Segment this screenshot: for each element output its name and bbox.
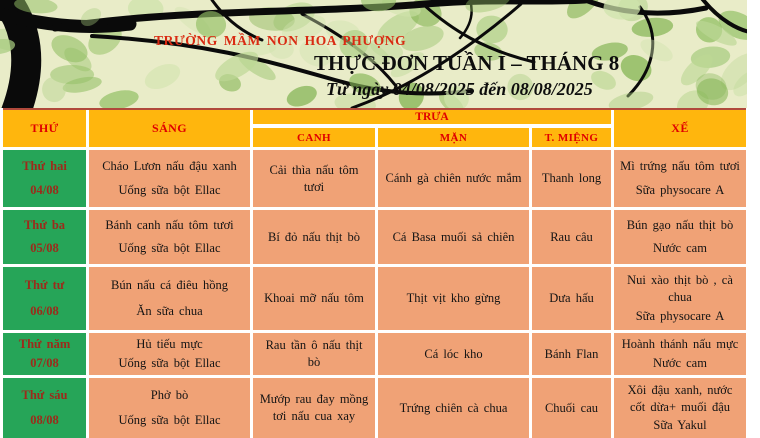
day-cell — [3, 150, 86, 207]
day-name: Thứ năm — [18, 337, 71, 352]
morning-cell — [89, 210, 250, 264]
banner — [0, 0, 747, 108]
afternoon-dish: Bún gạo nấu thịt bò — [626, 218, 734, 233]
menu-table — [3, 108, 746, 438]
afternoon-drink: Nước cam — [653, 240, 707, 255]
soup-cell: Bí đỏ nấu thịt bò — [253, 210, 375, 264]
day-date: 06/08 — [30, 304, 59, 319]
day-cell — [3, 210, 86, 264]
morning-cell — [89, 333, 250, 375]
menu-row — [3, 378, 746, 438]
day-date: 05/08 — [30, 241, 59, 256]
dessert-cell: Thanh long — [532, 150, 611, 207]
table-header — [3, 110, 746, 147]
afternoon-dish: Mì trứng nấu tôm tươi — [620, 159, 740, 174]
header-day: THỨ — [3, 110, 86, 147]
afternoon-dish: Xôi đậu xanh, nước cốt dừa+ muối đậu — [627, 382, 733, 414]
afternoon-dish: Nui xào thịt bò , cà chua — [627, 272, 733, 304]
savory-cell: Thịt vịt kho gừng — [378, 267, 529, 330]
morning-drink: Uống sữa bột Ellac — [118, 355, 221, 370]
school-name: TRƯỜNG MẦM NON HOA PHƯỢNG — [154, 33, 407, 48]
menu-rows — [3, 150, 746, 438]
dessert-cell: Rau câu — [532, 210, 611, 264]
afternoon-cell — [614, 333, 746, 375]
menu-row — [3, 210, 746, 264]
morning-dish: Cháo Lươn nấu đậu xanh — [102, 159, 237, 174]
day-name: Thứ hai — [22, 159, 67, 174]
header-soup: CANH — [253, 128, 375, 147]
morning-drink: Uống sữa bột Ellac — [118, 240, 221, 255]
morning-cell — [89, 267, 250, 330]
menu-row — [3, 150, 746, 207]
morning-dish: Phở bò — [150, 388, 189, 403]
day-date: 07/08 — [30, 356, 59, 371]
morning-dish: Bánh canh nấu tôm tươi — [105, 218, 234, 233]
savory-cell: Cánh gà chiên nước mắm — [378, 150, 529, 207]
afternoon-dish: Hoành thánh nấu mực — [621, 337, 739, 352]
day-name: Thứ sáu — [21, 388, 68, 403]
soup-cell: Mướp rau đay mồng tơi nấu cua xay — [253, 378, 375, 438]
day-name: Thứ tư — [24, 278, 65, 293]
morning-drink: Uống sữa bột Ellac — [118, 182, 221, 197]
afternoon-drink: Sữa physocare A — [635, 182, 725, 197]
day-cell — [3, 378, 86, 438]
soup-cell: Rau tần ô nấu thịt bò — [253, 333, 375, 375]
savory-cell: Trứng chiên cà chua — [378, 378, 529, 438]
afternoon-cell — [614, 210, 746, 264]
leaf — [284, 82, 320, 108]
day-date: 04/08 — [30, 183, 59, 198]
morning-dish: Bún nấu cá điêu hồng — [110, 278, 228, 293]
dessert-cell: Bánh Flan — [532, 333, 611, 375]
soup-cell: Cải thìa nấu tôm tươi — [253, 150, 375, 207]
morning-dish: Hủ tiếu mực — [136, 337, 203, 352]
menu-row — [3, 267, 746, 330]
morning-drink: Uống sữa bột Ellac — [118, 412, 221, 427]
savory-cell: Cá lóc kho — [378, 333, 529, 375]
header-morning: SÁNG — [89, 110, 250, 147]
dessert-cell: Chuối cau — [532, 378, 611, 438]
leaf — [98, 87, 141, 108]
day-cell — [3, 267, 86, 330]
afternoon-drink: Nước cam — [653, 355, 707, 370]
leaf — [141, 59, 184, 94]
morning-drink: Ăn sữa chua — [136, 303, 203, 318]
dessert-cell: Dưa hấu — [532, 267, 611, 330]
soup-cell: Khoai mỡ nấu tôm — [253, 267, 375, 330]
afternoon-drink: Sữa Yakul — [653, 418, 707, 433]
morning-cell — [89, 378, 250, 438]
savory-cell: Cá Basa muối sả chiên — [378, 210, 529, 264]
header-afternoon: XẾ — [614, 110, 746, 147]
day-cell — [3, 333, 86, 375]
afternoon-drink: Sữa physocare A — [635, 309, 725, 324]
afternoon-cell — [614, 150, 746, 207]
morning-cell — [89, 150, 250, 207]
header-savory: MẶN — [378, 128, 529, 147]
day-name: Thứ ba — [23, 218, 66, 233]
header-lunch: TRƯA — [253, 110, 611, 124]
menu-title: THỰC ĐƠN TUẦN I – THÁNG 8 — [314, 51, 620, 75]
menu-date-range: Từ ngày 04/08/2025 đến 08/08/2025 — [326, 79, 593, 99]
header-dessert: T. MIỆNG — [532, 128, 611, 147]
menu-row — [3, 333, 746, 375]
header-lunch-subrow — [253, 128, 611, 147]
afternoon-cell — [614, 378, 746, 438]
day-date: 08/08 — [30, 413, 59, 428]
afternoon-cell — [614, 267, 746, 330]
header-lunch-group — [253, 110, 611, 147]
